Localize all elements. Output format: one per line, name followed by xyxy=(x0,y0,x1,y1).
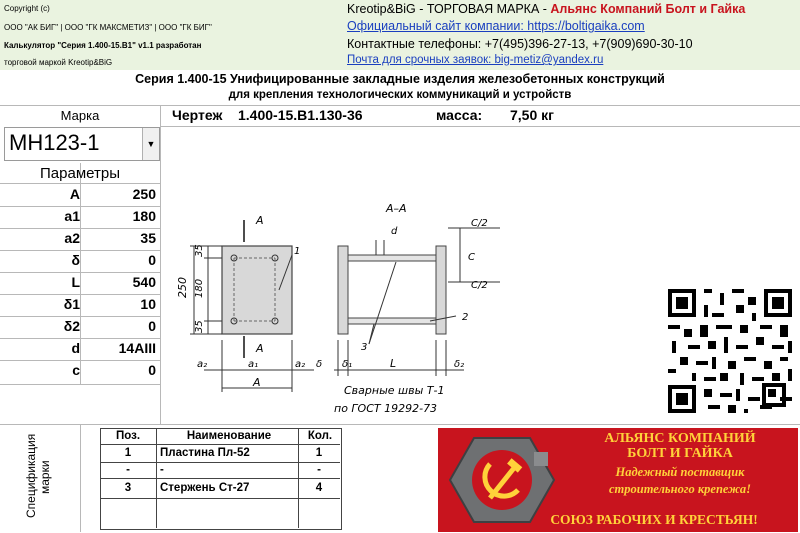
spec-side-label xyxy=(0,428,80,532)
spec-cell: 3 xyxy=(124,482,132,494)
dim-c2-top: С/2 xyxy=(471,218,488,229)
grid-row-line xyxy=(0,424,800,425)
param-value[interactable]: 180 xyxy=(132,208,156,224)
anchor-rod-top xyxy=(348,255,436,261)
param-value[interactable]: 0 xyxy=(148,252,156,268)
cut-label-top: А xyxy=(256,214,264,227)
grid-column-line xyxy=(80,424,81,532)
drawing-label: Чертеж xyxy=(172,107,223,123)
section-label: А–А xyxy=(386,202,407,215)
site-link[interactable]: Официальный сайт компании: https://boltigaika.com xyxy=(347,19,645,33)
spec-cell: Стержень Ст-27 xyxy=(160,482,250,494)
param-name: a2 xyxy=(64,230,80,246)
dim-a2-right: а₂ xyxy=(295,359,306,370)
series-subtitle: для крепления технологических коммуникаций и устройств xyxy=(228,89,572,101)
param-name: c xyxy=(72,362,80,378)
grid-row-line xyxy=(0,228,160,229)
grid-row-line xyxy=(0,250,160,251)
spec-label-1: Спецификация xyxy=(24,433,38,518)
companies-text: ООО "АК БИГ" | ООО "ГК МАКСМЕТИЗ" | ООО "ГК БИГ" xyxy=(4,23,212,32)
dim-delta1: δ₁ xyxy=(342,359,353,370)
grid-row-line xyxy=(0,384,160,385)
spec-row-line xyxy=(100,478,340,479)
spec-cell: - xyxy=(160,464,164,476)
grid-row-line xyxy=(0,294,160,295)
spec-col-line xyxy=(156,428,157,528)
dim-a2-left: а₂ xyxy=(197,359,208,370)
brand-line xyxy=(347,2,745,16)
spec-cell: Пластина Пл-52 xyxy=(160,447,250,459)
banner-line-1: АЛЬЯНС КОМПАНИЙ xyxy=(604,431,756,446)
dim-180: 180 xyxy=(194,278,205,298)
banner-line-2: БОЛТ И ГАЙКА xyxy=(627,446,733,461)
param-name: δ1 xyxy=(63,296,80,312)
spec-cell: 1 xyxy=(315,447,323,459)
param-value[interactable]: 35 xyxy=(140,230,156,246)
technical-drawing xyxy=(164,130,504,420)
dim-c: С xyxy=(468,252,475,263)
mass-value: 7,50 кг xyxy=(510,107,554,123)
dim-250: 250 xyxy=(176,277,189,298)
spec-cell: - xyxy=(126,464,130,476)
drawing-number: 1.400-15.В1.130-36 xyxy=(238,107,363,123)
spec-header-qty: Кол. xyxy=(307,430,333,442)
dim-A: А xyxy=(253,376,261,389)
grid-column-line xyxy=(80,163,81,385)
marka-value: МН123-1 xyxy=(9,130,100,155)
dim-L: L xyxy=(390,357,397,370)
banner-line-4: строительного крепежа! xyxy=(609,482,751,496)
marka-select[interactable] xyxy=(4,127,160,161)
grid-row-line xyxy=(0,338,160,339)
banner-line-5: СОЮЗ РАБОЧИХ И КРЕСТЬЯН! xyxy=(550,512,758,527)
param-name: δ2 xyxy=(63,318,80,334)
spec-cell: 1 xyxy=(124,447,132,459)
dim-d: d xyxy=(391,226,398,237)
param-value[interactable]: 0 xyxy=(148,362,156,378)
grid-row-line xyxy=(0,105,800,106)
spec-header-pos: Поз. xyxy=(115,430,141,442)
copyright-text: Copyright (c) xyxy=(4,4,50,13)
grid-row-line xyxy=(0,272,160,273)
spec-row-line xyxy=(100,444,340,445)
qr-code xyxy=(664,284,796,418)
param-name: L xyxy=(71,274,80,290)
param-value[interactable]: 0 xyxy=(148,318,156,334)
spec-cell: 4 xyxy=(315,482,323,494)
cut-label-bottom: А xyxy=(256,342,264,355)
section-plate-left xyxy=(338,246,348,334)
anchor-rod-bottom xyxy=(348,318,436,324)
phones-text: Контактные телефоны: +7(495)396-27-13, +7(909)690-30-10 xyxy=(347,37,693,51)
chevron-down-icon[interactable]: ▼ xyxy=(142,128,159,160)
series-title: Серия 1.400-15 Унифицированные закладные изделия железобетонных конструкций xyxy=(135,72,665,86)
grid-row-line xyxy=(0,316,160,317)
callout-3: 3 xyxy=(361,342,368,353)
dim-c2-bottom: С/2 xyxy=(471,280,488,291)
dim-delta: δ xyxy=(316,359,323,370)
mass-label: масса: xyxy=(436,107,483,123)
spec-header-name: Наименование xyxy=(186,430,272,442)
brand-prefix: Kreotip&BiG - ТОРГОВАЯ МАРКА - xyxy=(347,2,551,16)
callout-2: 2 xyxy=(462,312,469,323)
param-name: a1 xyxy=(64,208,80,224)
calculator-text: Калькулятор "Серия 1.400-15.В1" v1.1 разработан xyxy=(4,41,202,50)
spec-cell: - xyxy=(317,464,321,476)
grid-row-line xyxy=(0,206,160,207)
param-value[interactable]: 540 xyxy=(132,274,156,290)
spec-row-line xyxy=(100,498,340,499)
grid-row-line xyxy=(0,360,160,361)
weld-note-1: Сварные швы Т-1 xyxy=(344,384,445,397)
trademark-text: торговой маркой Kreotip&BiG xyxy=(4,58,113,67)
callout-1: 1 xyxy=(294,246,301,257)
dim-a1: а₁ xyxy=(248,359,259,370)
dim-35-top: 35 xyxy=(194,244,205,257)
spec-col-line xyxy=(298,428,299,528)
grid-row-line xyxy=(160,126,800,127)
banner-line-3: Надежный поставщик xyxy=(615,465,745,479)
dim-delta2: δ₂ xyxy=(454,359,465,370)
email-link[interactable]: Почта для срочных заявок: big-metiz@yandex.ru xyxy=(347,54,604,66)
brand-banner xyxy=(438,428,798,532)
param-name: A xyxy=(69,186,80,202)
param-value[interactable]: 250 xyxy=(132,186,156,202)
spec-label-2: марки xyxy=(38,460,52,494)
section-plate-right xyxy=(436,246,446,334)
spec-row-line xyxy=(100,462,340,463)
param-name: δ xyxy=(71,252,80,268)
param-value[interactable]: 14АIII xyxy=(118,340,156,356)
param-value[interactable]: 10 xyxy=(140,296,156,312)
grid-column-line xyxy=(160,105,161,425)
grid-row-line xyxy=(0,183,160,184)
param-name: d xyxy=(71,340,80,356)
marka-label: Марка xyxy=(60,108,100,123)
params-title: Параметры xyxy=(40,165,120,182)
weld-note-2: по ГОСТ 19292-73 xyxy=(334,402,438,415)
brand-name: Альянс Компаний Болт и Гайка xyxy=(550,2,746,16)
dim-35-bottom: 35 xyxy=(194,320,205,333)
